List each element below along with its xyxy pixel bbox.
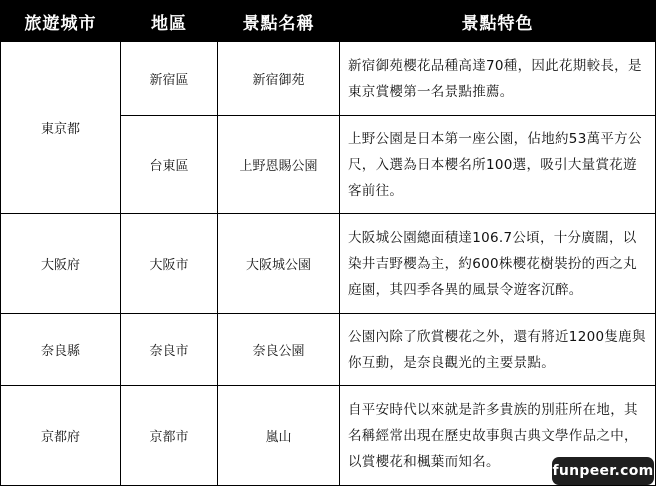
- city-cell: 京都府: [1, 386, 121, 486]
- header-row: [1, 1, 656, 42]
- city-cell: 東京都: [1, 42, 121, 214]
- table-row: [1, 314, 656, 386]
- spot-cell: 大阪城公園: [218, 214, 340, 314]
- description-cell: 公園內除了欣賞櫻花之外，還有將近1200隻鹿與你互動，是奈良觀光的主要景點。: [340, 314, 656, 386]
- district-cell: 京都市: [121, 386, 218, 486]
- district-cell: 大阪市: [121, 214, 218, 314]
- district-cell: 新宿區: [121, 42, 218, 116]
- spot-cell: 新宿御苑: [218, 42, 340, 116]
- spot-cell: 奈良公園: [218, 314, 340, 386]
- spot-cell: 嵐山: [218, 386, 340, 486]
- description-cell: 上野公園是日本第一座公園，佔地約53萬平方公尺，入選為日本櫻名所100選，吸引大量賞花遊客前往。: [340, 116, 656, 214]
- description-cell: 自平安時代以來就是許多貴族的別莊所在地，其名稱經常出現在歷史故事與古典文學作品之中，以賞櫻花和楓葉而知名。: [340, 386, 656, 486]
- watermark-badge: funpeer.com: [552, 457, 654, 485]
- table-row: [1, 42, 656, 116]
- header-city: 旅遊城市: [1, 1, 121, 42]
- district-cell: 奈良市: [121, 314, 218, 386]
- spot-cell: 上野恩賜公園: [218, 116, 340, 214]
- header-spot-name: 景點名稱: [218, 1, 340, 42]
- header-features: 景點特色: [340, 1, 656, 42]
- description-cell: 大阪城公園總面積達106.7公頃，十分廣闊，以染井吉野櫻為主，約600株櫻花樹裝扮的西之丸庭園，其四季各異的風景令遊客沉醉。: [340, 214, 656, 314]
- district-cell: 台東區: [121, 116, 218, 214]
- description-cell: 新宿御苑櫻花品種高達70種，因此花期較長，是東京賞櫻第一名景點推薦。: [340, 42, 656, 116]
- table-row: [1, 214, 656, 314]
- city-cell: 奈良縣: [1, 314, 121, 386]
- city-cell: 大阪府: [1, 214, 121, 314]
- header-district: 地區: [121, 1, 218, 42]
